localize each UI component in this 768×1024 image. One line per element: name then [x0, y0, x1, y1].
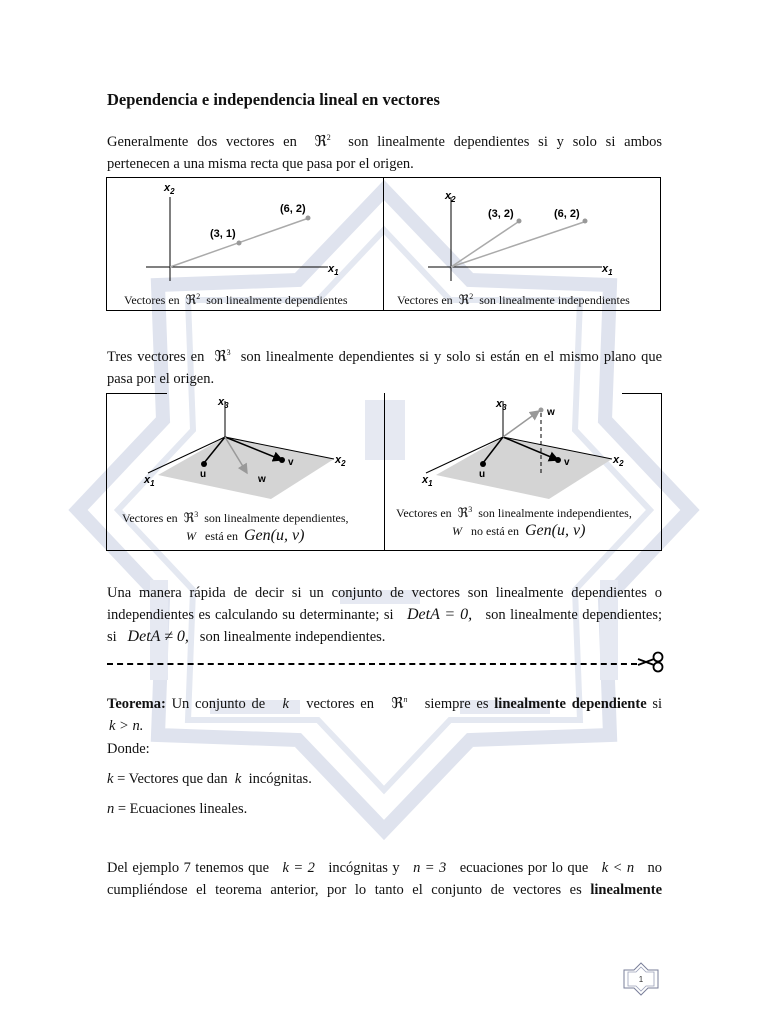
p3-text-e: son linealmente independientes.: [199, 629, 386, 645]
theorem-text-c: siempre es: [424, 695, 489, 712]
caption-r3-independent: Vectores en ℜ$^3$ son linealmente independientes,: [396, 505, 632, 521]
p3-text-d: si: [107, 629, 117, 645]
caption-r3-dependent-line2: W está en Gen(u, v): [186, 527, 305, 544]
point-6-2: [583, 219, 588, 224]
k-equals-2: k = 2: [282, 860, 315, 876]
caption-r3-independent-line2: W no está en Gen(u, v): [452, 522, 586, 539]
k-less-than-n: k < n: [601, 860, 635, 876]
n-equals-3: n = 3: [413, 860, 447, 876]
vector-3-2: [451, 222, 518, 267]
definition-n: n = Ecuaciones lineales.: [107, 801, 248, 817]
label-point-3-1: (3, 1): [210, 228, 236, 240]
plane: [158, 437, 334, 499]
label-u: u: [479, 469, 486, 480]
x1-label: $x_1$: [422, 474, 433, 488]
theorem-text-a: Un conjunto de: [171, 695, 266, 712]
x1-label: $x_1$: [328, 263, 339, 277]
superscript: 3: [226, 348, 231, 357]
x3-label: $x_3$: [218, 396, 229, 410]
definition-k: k = Vectores que dan k incógnitas.: [107, 771, 312, 787]
p4-text-e: cumpliéndose el teorema anterior, por lo tanto el conjunto de vectores es: [107, 882, 582, 898]
p4-text-a: Del ejemplo 7 tenemos que: [107, 860, 270, 876]
r3-right-plot: [421, 398, 624, 499]
label-u: u: [200, 469, 207, 480]
p1-text-c: pertenecen a una misma recta que pasa por el origen.: [107, 155, 414, 172]
point-v: [279, 457, 285, 463]
label-point-6-2: (6, 2): [280, 203, 306, 215]
p3-text-b: independientes es calculando su determinante; si: [107, 607, 394, 623]
p2-text-b: son linealmente dependientes si y solo si están en el mismo plano que: [240, 348, 663, 365]
p4-text-c: ecuaciones por lo que: [459, 860, 589, 876]
label-w: w: [547, 407, 555, 418]
label-v: v: [564, 457, 570, 468]
point-u: [201, 461, 207, 467]
theorem-text-b: vectores en: [306, 695, 374, 712]
r2-left-plot: [146, 182, 339, 281]
r-symbol: ℜ: [214, 346, 227, 365]
p2-text-a: Tres vectores en: [107, 348, 205, 365]
point-3-1: [237, 241, 242, 246]
label-w: w: [258, 474, 266, 485]
x2-label: $x_2$: [164, 182, 175, 196]
superscript: n: [403, 695, 408, 704]
point-w: [539, 408, 544, 413]
vector-w: [503, 411, 539, 437]
x2-label: $x_2$: [445, 190, 456, 204]
paragraph-r2: [107, 127, 662, 175]
r3-left-plot: [143, 396, 346, 499]
point-u: [480, 461, 486, 467]
p2-text-c: pasa por el origen.: [107, 370, 215, 387]
point-6-2: [306, 216, 311, 221]
theorem-text-d: si: [652, 695, 663, 712]
x2-label: $x_2$: [335, 454, 346, 468]
r-symbol: ℜ: [391, 693, 404, 712]
r2-diagrams: [106, 177, 662, 311]
det-not-zero: DetA ≠ 0,: [127, 628, 189, 645]
r2-right-plot: [428, 190, 613, 281]
p1-text-b: son linealmente dependientes si y solo si ambos: [348, 133, 663, 150]
x2-label: $x_2$: [613, 454, 624, 468]
p3-text-a: Una manera rápida de decir si un conjunto de vectores son linealmente dependientes o: [107, 585, 662, 601]
label-v: v: [288, 457, 294, 468]
p4-bold: linealmente: [590, 882, 663, 898]
paragraph-determinant: [107, 582, 662, 648]
page-number: 1: [638, 975, 644, 984]
vector-6-2: [451, 222, 584, 267]
donde-label: Donde:: [107, 741, 150, 757]
label-point-6-2: (6, 2): [554, 208, 580, 220]
label-point-3-2: (3, 2): [488, 208, 514, 220]
scissors-icon: [637, 651, 665, 673]
superscript: 2: [326, 133, 331, 142]
p1-text-a: Generalmente dos vectores en: [107, 133, 297, 150]
p3-text-c: son linealmente dependientes;: [485, 607, 662, 623]
point-3-2: [517, 219, 522, 224]
theorem-label: Teorema:: [107, 695, 166, 712]
p4-text-d: no: [647, 860, 663, 876]
point-v: [555, 457, 561, 463]
paragraph-r3: [107, 342, 662, 390]
p4-text-b: incógnitas y: [328, 860, 400, 876]
theorem-bold: linealmente dependiente: [494, 695, 647, 712]
caption-r3-dependent: Vectores en ℜ$^3$ son linealmente dependientes,: [122, 510, 349, 526]
page-number-badge: [621, 961, 661, 997]
caption-r2-independent: Vectores en ℜ$^2$ son linealmente independientes: [397, 292, 630, 308]
cut-line: [107, 663, 637, 665]
page-title: Dependencia e independencia lineal en vectores: [107, 90, 440, 109]
paragraph-example: [107, 857, 662, 901]
det-equals-zero: DetA = 0,: [406, 606, 473, 623]
theorem: [107, 689, 662, 737]
theorem-condition: k > n.: [109, 717, 144, 734]
x3-label: $x_3$: [496, 398, 507, 412]
caption-r2-dependent: Vectores en ℜ$^2$ son linealmente dependientes: [124, 292, 348, 308]
r-symbol: ℜ: [314, 131, 327, 150]
variable-k: k: [282, 695, 289, 712]
x1-label: $x_1$: [144, 474, 155, 488]
x1-label: $x_1$: [602, 263, 613, 277]
